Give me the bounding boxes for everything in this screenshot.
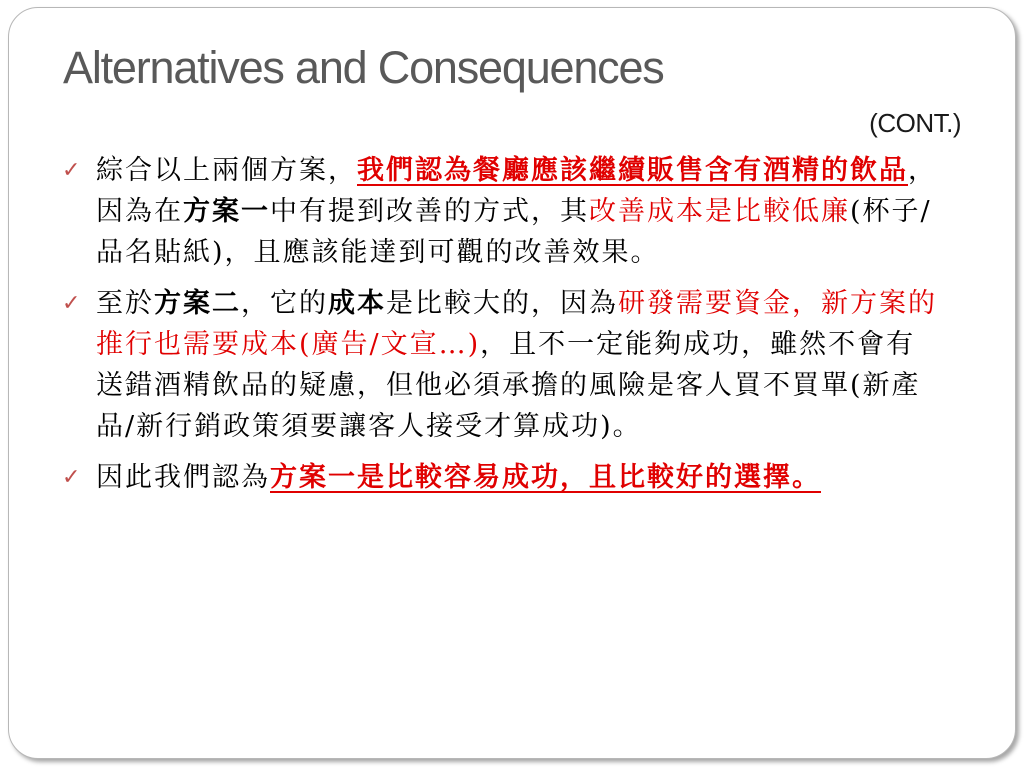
text-run: ，且不一定能夠成功，雖然不會有送錯酒精飲品的疑慮，但他必須承擔的風險是客人買不買單(新產品/新行銷政策須要讓客人接受才算成功)。 bbox=[96, 329, 921, 442]
text-run: 方案一是比較容易成功，且比較好的選擇。 bbox=[270, 462, 821, 493]
bullet-item bbox=[62, 457, 942, 498]
text-run: 方案二 bbox=[154, 288, 241, 319]
bullet-text bbox=[96, 462, 821, 493]
text-run: 改善成本是比較低廉 bbox=[589, 196, 850, 227]
text-run: 研發需要資金，新方案的推行也需要成本(廣告/文宣…) bbox=[96, 288, 937, 360]
text-run: 我們認為餐廳應該繼續販售含有酒精的飲品 bbox=[357, 155, 908, 186]
checkmark-icon: ✓ bbox=[62, 158, 83, 183]
text-run: (杯子/品名貼紙)，且應該能達到可觀的改善效果。 bbox=[96, 196, 932, 268]
text-run: 因此我們認為 bbox=[96, 462, 270, 493]
slide-title: Alternatives and Consequences bbox=[63, 42, 664, 93]
checkmark-icon: ✓ bbox=[62, 291, 83, 316]
bullet-item bbox=[62, 283, 942, 447]
text-run: 成本 bbox=[328, 288, 386, 319]
slide-subtitle: (CONT.) bbox=[869, 108, 961, 138]
text-run: 綜合以上兩個方案， bbox=[96, 155, 357, 186]
bullet-text bbox=[96, 155, 937, 268]
bullet-list bbox=[62, 150, 942, 508]
bullet-item bbox=[62, 150, 942, 273]
checkmark-icon: ✓ bbox=[62, 465, 83, 490]
text-run: ，它的 bbox=[241, 288, 328, 319]
text-run: 方案一 bbox=[183, 196, 270, 227]
text-run: ，因為在 bbox=[96, 155, 937, 227]
text-run: 至於 bbox=[96, 288, 154, 319]
bullet-text bbox=[96, 288, 937, 442]
text-run: 是比較大的，因為 bbox=[386, 288, 618, 319]
text-run: 中有提到改善的方式，其 bbox=[270, 196, 589, 227]
